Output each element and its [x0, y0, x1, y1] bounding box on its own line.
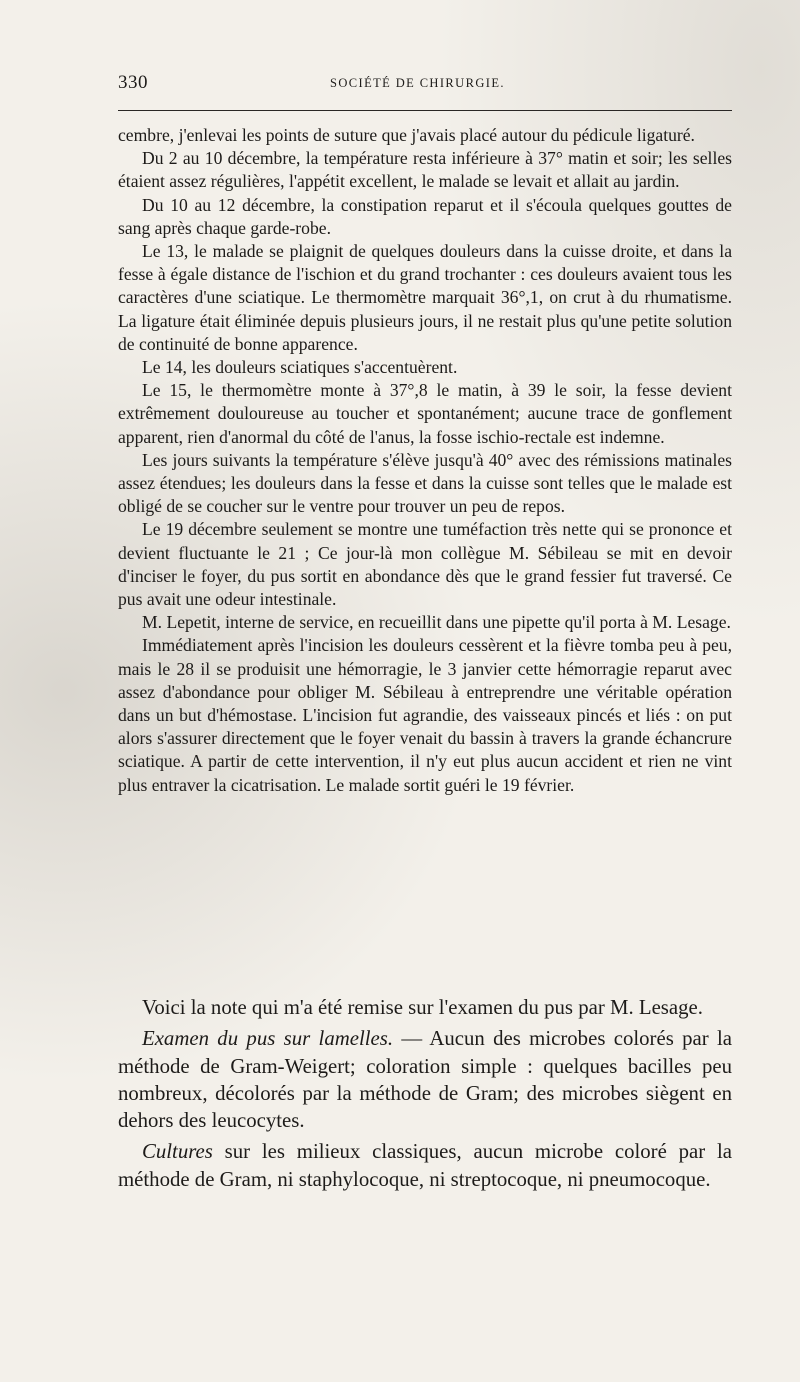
note-intro: Voici la note qui m'a été remise sur l'examen du pus par M. Lesage.	[142, 996, 703, 1019]
cultures-heading: Cultures	[142, 1140, 213, 1164]
paragraph: M. Lepetit, interne de service, en recueillit dans une pipette qu'il porta à M. Lesage.	[142, 612, 731, 633]
paragraph: Les jours suivants la température s'élève jusqu'à 40° avec des rémissions matinales assez étendues; les douleurs dans la fesse et dans la cuisse sont telles que le malade est obligé de se coucher sur le ventre pour trouver un peu de repos.	[118, 449, 732, 517]
paragraph: Du 2 au 10 décembre, la température resta inférieure à 37° matin et soir; les selles étaient assez régulières, l'appétit excellent, le malade se levait et allait au jardin.	[118, 148, 732, 192]
page-header	[118, 72, 732, 100]
paragraph: Du 10 au 12 décembre, la constipation reparut et il s'écoula quelques gouttes de sang après chaque garde-robe.	[118, 194, 732, 238]
smear-examination-heading: Examen du pus sur lamelles.	[142, 1027, 394, 1051]
pus-examination-note	[118, 994, 732, 1202]
header-rule	[118, 110, 732, 111]
paragraph: Immédiatement après l'incision les douleurs cessèrent et la fièvre tomba peu à peu, mais le 28 il se produisit une hémorragie, le 3 janvier cette hémorragie reparut avec assez d'abondance pour obliger M. Sébileau à entreprendre une véritable opération dans un but d'hémostase. L'incision fut agrandie, des vaisseaux pincés et liés : on put alors s'assurer directement que le foyer venait du bassin à travers la grande échancrure sciatique. A partir de cette intervention, il n'y eut plus aucun accident et rien ne vint plus entraver la cicatrisation. Le malade sortit guéri le 19 février.	[118, 635, 732, 795]
case-report-body	[118, 124, 732, 797]
paragraph: Le 13, le malade se plaignit de quelques douleurs dans la cuisse droite, et dans la fesse à égale distance de l'ischion et du grand trochanter : ces douleurs avaient tous les caractères d'une sciatique. Le thermomètre marquait 36°,1, on crut à du rhumatisme. La ligature était éliminée depuis plusieurs jours, il ne restait plus qu'une petite solution de continuité de bonne apparence.	[118, 241, 732, 354]
paragraph: cembre, j'enlevai les points de suture que j'avais placé autour du pédicule ligaturé.	[118, 125, 695, 145]
cultures-text: sur les milieux classiques, aucun microbe coloré par la méthode de Gram, ni staphylocoque, ni streptocoque, ni pneumocoque.	[118, 1140, 732, 1191]
paragraph: Le 19 décembre seulement se montre une tuméfaction très nette qui se prononce et devient fluctuante le 21 ; Ce jour-là mon collègue M. Sébileau se mit en devoir d'inciser le foyer, du pus sortit en abondance dès que le grand fessier fut traversé. Ce pus avait une odeur intestinale.	[118, 519, 732, 610]
running-title: SOCIÉTÉ DE CHIRURGIE.	[330, 76, 505, 90]
paragraph: Le 15, le thermomètre monte à 37°,8 le matin, à 39 le soir, la fesse devient extrêmement douloureuse au toucher et spontanément; aucune trace de gonflement apparent, rien d'anormal du côté de l'anus, la fosse ischio-rectale est indemne.	[118, 380, 732, 447]
page-number: 330	[118, 72, 148, 93]
cultures-paragraph	[118, 1138, 732, 1193]
paragraph: Le 14, les douleurs sciatiques s'accentuèrent.	[142, 357, 458, 378]
smear-examination-paragraph	[118, 1025, 732, 1134]
smear-examination-text: — Aucun des microbes colorés par la méthode de Gram-Weigert; coloration simple : quelques bacilles peu nombreux, décolorés par la méthode de Gram; des microbes siègent en dehors des leucocytes.	[118, 1027, 732, 1133]
